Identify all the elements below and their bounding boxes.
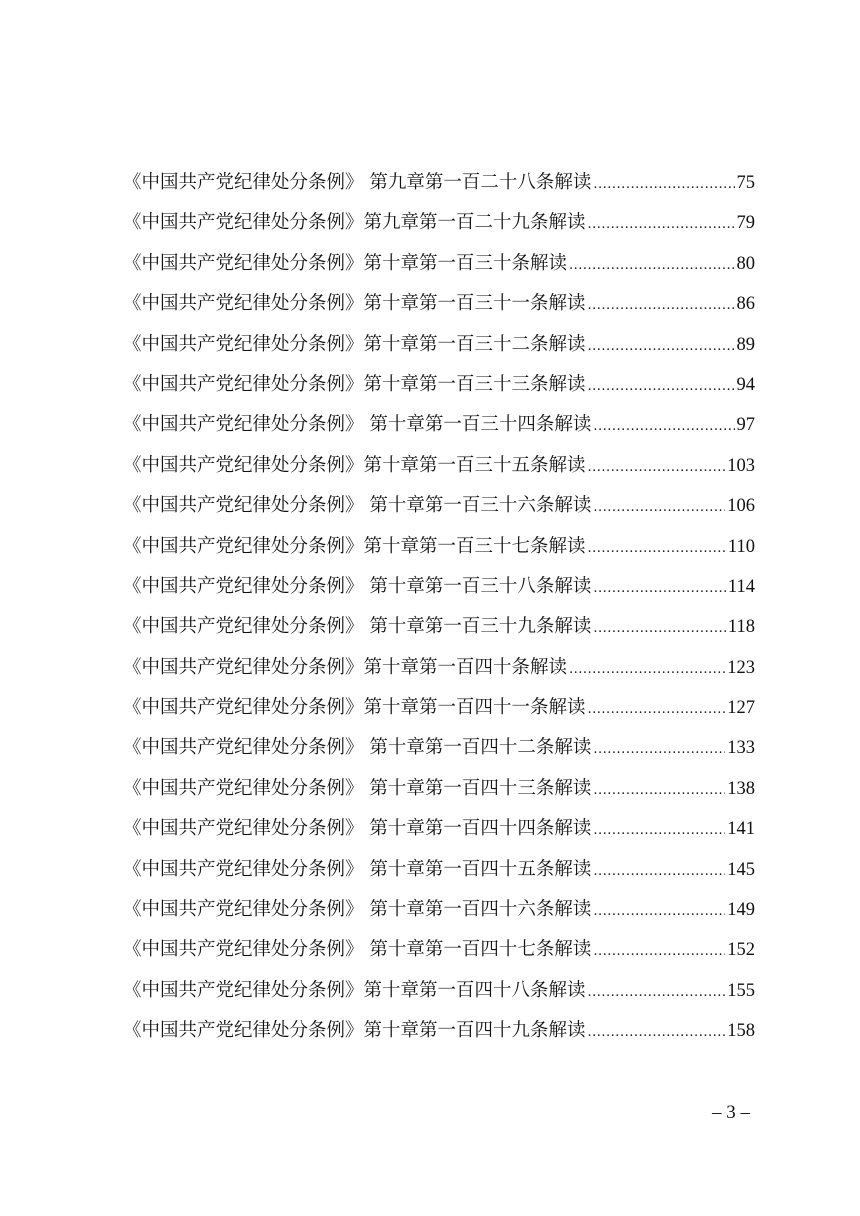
toc-entry (123, 930, 755, 970)
toc-entry-page: 80 (736, 253, 755, 274)
toc-entry (123, 365, 755, 405)
toc-entry-title: 《中国共产党纪律处分条例》第十章第一百三十三条解读 (123, 373, 586, 395)
toc-entry (123, 728, 755, 768)
toc-dot-leader (593, 811, 725, 851)
toc-dot-leader (593, 892, 725, 932)
toc-entry (123, 527, 755, 567)
toc-entry (123, 446, 755, 486)
toc-entry-title: 《中国共产党纪律处分条例》第十章第一百三十五条解读 (123, 454, 586, 476)
toc-entry (123, 1011, 755, 1051)
toc-entry-page: 114 (727, 576, 755, 597)
toc-dot-leader (588, 690, 726, 730)
toc-entry-page: 141 (727, 819, 755, 840)
toc-entry-title: 《中国共产党纪律处分条例》 第十章第一百四十六条解读 (123, 899, 592, 921)
toc-dot-leader (593, 730, 725, 770)
toc-entry-page: 118 (727, 617, 755, 638)
toc-entry (123, 809, 755, 849)
toc-dot-leader (593, 569, 726, 609)
toc-entry (123, 850, 755, 890)
toc-entry-title: 《中国共产党纪律处分条例》第九章第一百二十九条解读 (123, 212, 586, 234)
toc-dot-leader (569, 650, 725, 690)
toc-entry-page: 86 (736, 294, 755, 315)
toc-entry-title: 《中国共产党纪律处分条例》第十章第一百四十八条解读 (123, 979, 586, 1001)
toc-entry-title: 《中国共产党纪律处分条例》 第十章第一百四十四条解读 (123, 818, 592, 840)
toc-dot-leader (593, 488, 725, 528)
toc-entry-page: 110 (727, 536, 755, 557)
toc-dot-leader (588, 286, 735, 326)
toc-entry-page: 123 (727, 657, 755, 678)
toc-entry (123, 769, 755, 809)
toc-entry (123, 163, 755, 203)
toc-entry (123, 486, 755, 526)
toc-entry-title: 《中国共产党纪律处分条例》第十章第一百四十九条解读 (123, 1020, 586, 1042)
toc-entry (123, 405, 755, 445)
toc-entry-page: 158 (727, 1021, 755, 1042)
toc-entry-title: 《中国共产党纪律处分条例》第十章第一百三十七条解读 (123, 535, 586, 557)
toc-entry-title: 《中国共产党纪律处分条例》第十章第一百三十一条解读 (123, 293, 586, 315)
toc-entry-title: 《中国共产党纪律处分条例》 第十章第一百三十四条解读 (123, 414, 592, 436)
toc-entry-page: 89 (736, 334, 755, 355)
toc-dot-leader (588, 327, 735, 367)
toc-entry-page: 145 (727, 859, 755, 880)
toc-dot-leader (588, 367, 735, 407)
toc-entry-title: 《中国共产党纪律处分条例》第十章第一百三十二条解读 (123, 333, 586, 355)
toc-entry-page: 94 (736, 374, 755, 395)
toc-entry-page: 79 (736, 213, 755, 234)
toc-dot-leader (588, 973, 726, 1013)
toc-entry-title: 《中国共产党纪律处分条例》 第十章第一百三十九条解读 (123, 616, 592, 638)
toc-dot-leader (588, 205, 735, 245)
toc-entry (123, 567, 755, 607)
toc-entry-title: 《中国共产党纪律处分条例》第十章第一百四十条解读 (123, 656, 568, 678)
toc-entry (123, 688, 755, 728)
toc-dot-leader (593, 771, 725, 811)
toc-entry (123, 325, 755, 365)
toc-dot-leader (593, 609, 726, 649)
toc-entry-page: 133 (727, 738, 755, 759)
toc-entry-title: 《中国共产党纪律处分条例》 第十章第一百三十八条解读 (123, 575, 592, 597)
toc-entry-page: 127 (727, 698, 755, 719)
toc-entry-title: 《中国共产党纪律处分条例》 第九章第一百二十八条解读 (123, 172, 592, 193)
toc-dot-leader (588, 448, 726, 488)
toc-dot-leader (593, 407, 734, 447)
toc-entry-title: 《中国共产党纪律处分条例》第十章第一百四十一条解读 (123, 697, 586, 719)
toc-entry (123, 971, 755, 1011)
toc-dot-leader (593, 852, 725, 892)
toc-entry-title: 《中国共产党纪律处分条例》 第十章第一百四十五条解读 (123, 858, 592, 880)
page-number: – 3 – (712, 1102, 750, 1123)
toc-entry-title: 《中国共产党纪律处分条例》 第十章第一百三十六条解读 (123, 495, 592, 517)
toc-entry-title: 《中国共产党纪律处分条例》 第十章第一百四十七条解读 (123, 939, 592, 961)
toc-entry-page: 75 (736, 173, 755, 193)
toc-entry (123, 890, 755, 930)
toc-entry (123, 284, 755, 324)
toc-dot-leader (569, 246, 734, 286)
toc-entry-page: 155 (727, 980, 755, 1001)
toc-entry-title: 《中国共产党纪律处分条例》第十章第一百三十条解读 (123, 252, 568, 274)
toc-entry-title: 《中国共产党纪律处分条例》 第十章第一百四十三条解读 (123, 777, 592, 799)
toc-entry (123, 203, 755, 243)
toc-entry-page: 138 (727, 778, 755, 799)
toc-dot-leader (593, 165, 734, 205)
table-of-contents (123, 163, 755, 1052)
toc-entry-page: 149 (727, 900, 755, 921)
toc-dot-leader (588, 1013, 726, 1053)
toc-entry-page: 152 (727, 940, 755, 961)
toc-entry-page: 106 (727, 496, 755, 517)
toc-dot-leader (588, 529, 726, 569)
toc-entry-title: 《中国共产党纪律处分条例》 第十章第一百四十二条解读 (123, 737, 592, 759)
toc-entry (123, 244, 755, 284)
toc-entry-page: 103 (727, 455, 755, 476)
toc-dot-leader (593, 932, 725, 972)
toc-entry (123, 648, 755, 688)
toc-entry-page: 97 (736, 415, 755, 436)
toc-entry (123, 607, 755, 647)
